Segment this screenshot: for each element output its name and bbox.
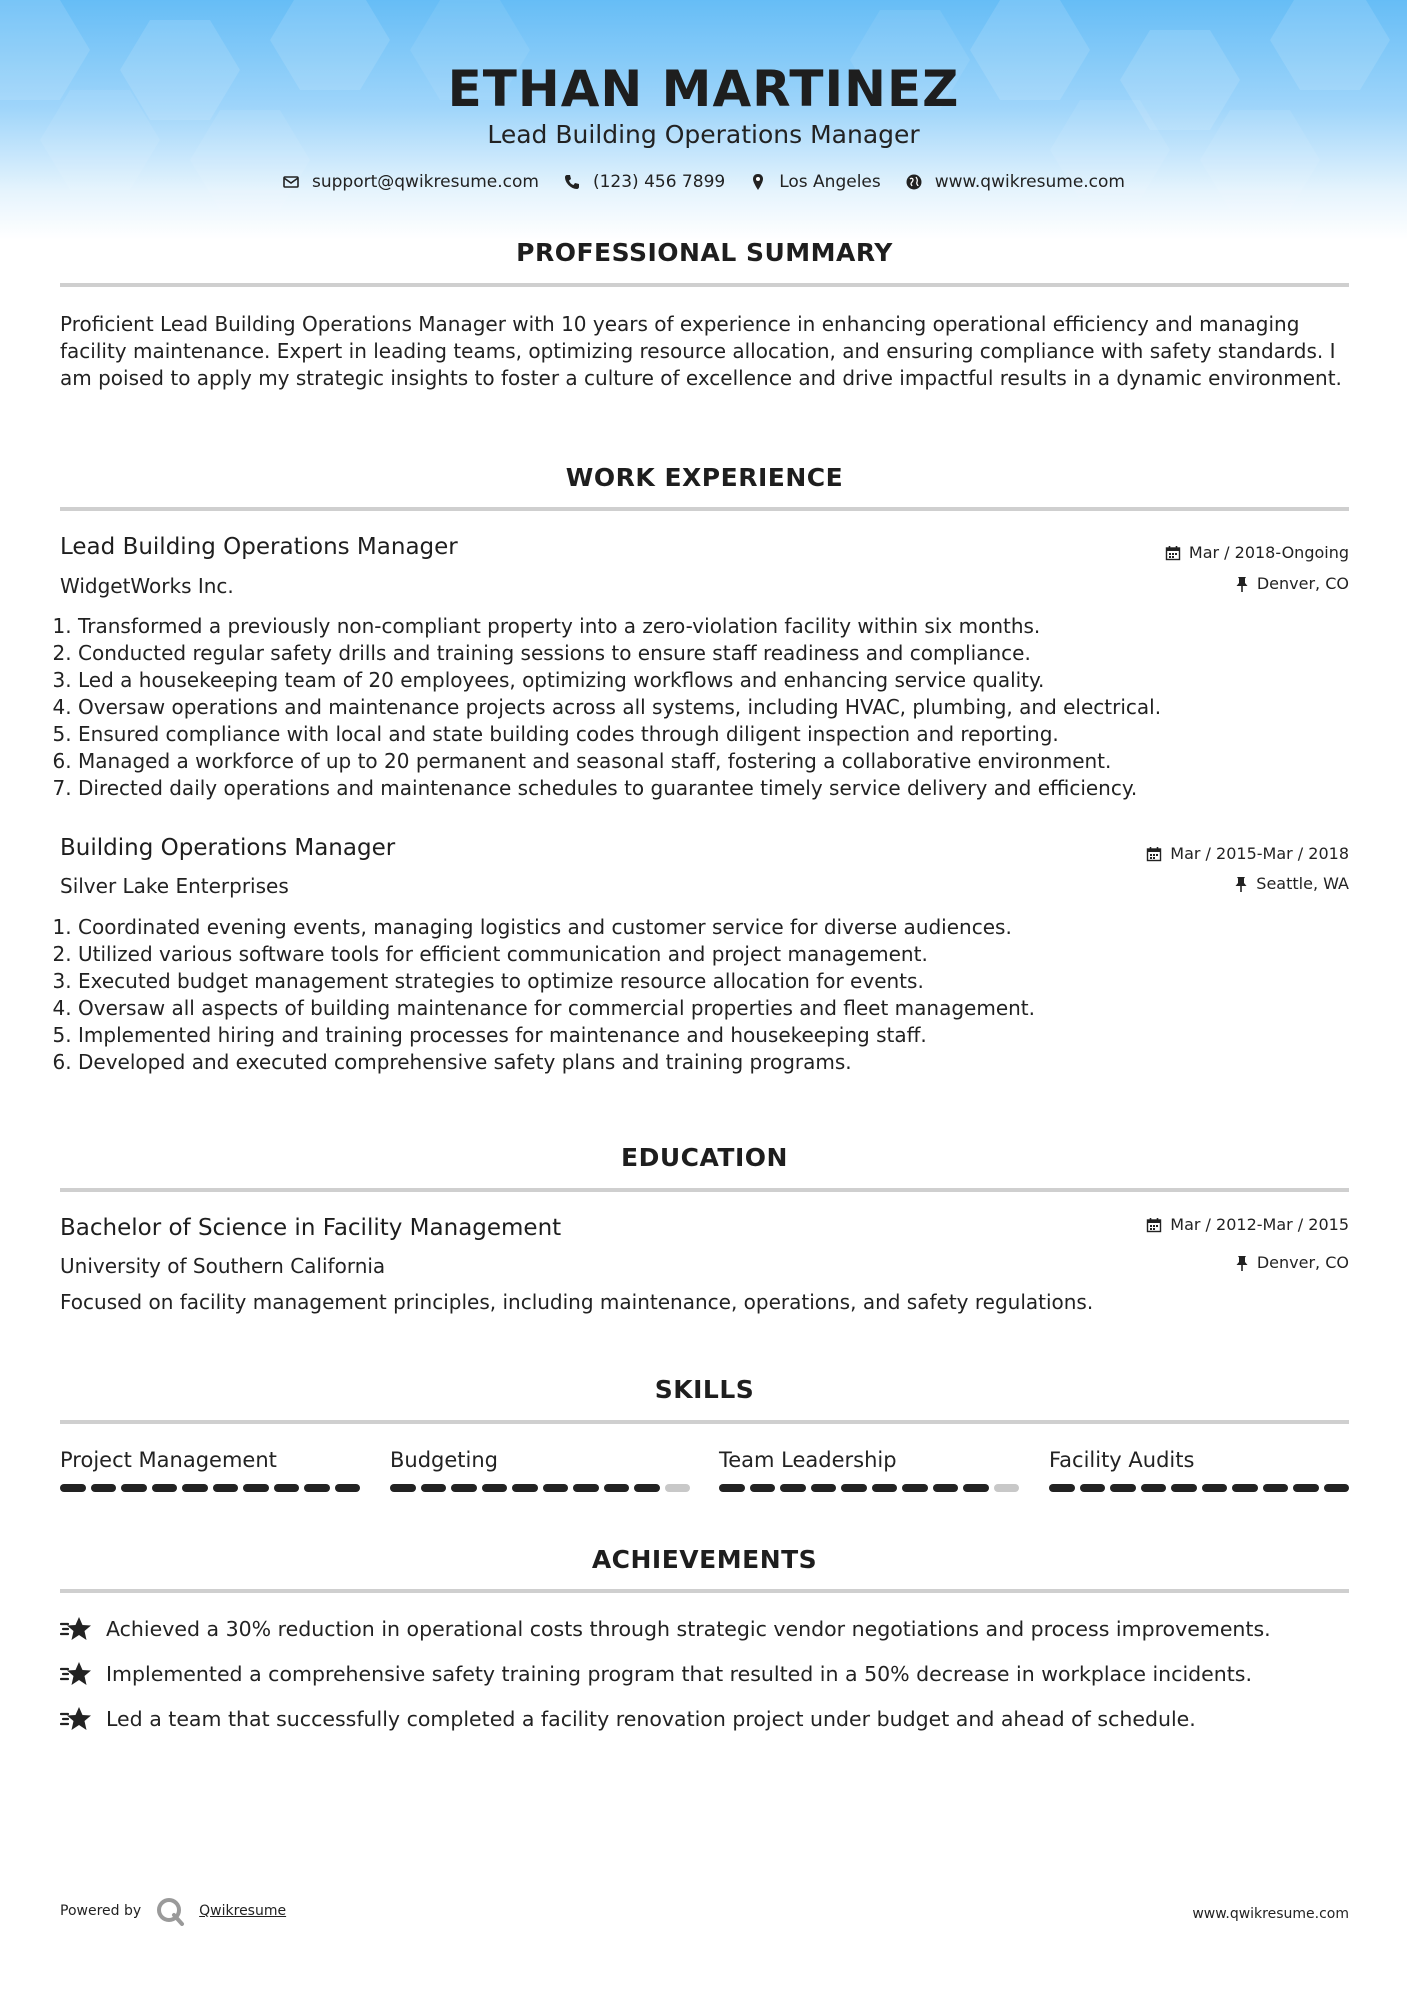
skill-rating — [719, 1484, 1019, 1492]
list-item: 6. Developed and executed comprehensive safety plans and training programs. — [78, 1049, 1367, 1076]
calendar-icon — [1165, 545, 1181, 561]
qwikresume-logo-icon — [155, 1896, 185, 1926]
rating-dot-empty — [994, 1484, 1020, 1492]
calendar-icon — [1146, 1217, 1162, 1233]
rating-dot-filled — [390, 1484, 416, 1492]
footer-powered-by — [60, 1896, 286, 1926]
rating-dot-filled — [719, 1484, 745, 1492]
rating-dot-filled — [1110, 1484, 1136, 1492]
list-item: 4. Oversaw operations and maintenance projects across all systems, including HVAC, plumbing, and electrical. — [78, 694, 1367, 721]
list-item: 2. Utilized various software tools for efficient communication and project management. — [78, 941, 1367, 968]
job-company: WidgetWorks Inc. — [60, 574, 234, 598]
job-bullets — [60, 613, 1367, 802]
skill-name: Project Management — [60, 1448, 277, 1472]
achievement-item — [60, 1615, 1349, 1643]
skill-rating — [60, 1484, 360, 1492]
achievements-divider — [60, 1589, 1349, 1593]
contact-location — [749, 172, 881, 192]
education-school: University of Southern California — [60, 1254, 386, 1278]
skill-item — [1049, 1448, 1349, 1492]
education-degree: Bachelor of Science in Facility Management — [60, 1215, 562, 1241]
job-company: Silver Lake Enterprises — [60, 874, 289, 898]
skill-rating — [390, 1484, 690, 1492]
job-location-text: Seattle, WA — [1256, 874, 1349, 893]
rating-dot-filled — [512, 1484, 538, 1492]
education-dates — [1146, 1215, 1349, 1234]
achievement-text: Led a team that successfully completed a facility renovation project under budget and ahead of schedule. — [106, 1707, 1196, 1731]
skill-name: Team Leadership — [719, 1448, 897, 1472]
envelope-icon — [282, 173, 300, 191]
job-dates — [1146, 844, 1349, 863]
education-dates-text: Mar / 2012-Mar / 2015 — [1170, 1215, 1349, 1234]
education-location-text: Denver, CO — [1256, 1253, 1349, 1272]
rating-dot-filled — [750, 1484, 776, 1492]
rating-dot-filled — [182, 1484, 208, 1492]
rating-dot-empty — [665, 1484, 691, 1492]
rating-dot-filled — [872, 1484, 898, 1492]
summary-text: Proficient Lead Building Operations Manager with 10 years of experience in enhancing operational efficiency and managing facility maintenance. Expert in leading teams, optimizing resource allocation, and ensuring compliance with safety standards. I am poised to apply my strategic insights to foster a culture of excellence and drive impactful results in a dynamic environment. — [60, 312, 1342, 390]
star-icon — [60, 1705, 92, 1733]
powered-by-text: Powered by — [60, 1903, 142, 1919]
achievement-item — [60, 1705, 1349, 1733]
rating-dot-filled — [213, 1484, 239, 1492]
calendar-icon — [1146, 846, 1162, 862]
pushpin-icon — [1235, 576, 1249, 592]
list-item: 2. Conducted regular safety drills and training sessions to ensure staff readiness and compliance. — [78, 640, 1367, 667]
job-dates-text: Mar / 2018-Ongoing — [1188, 543, 1349, 562]
star-icon — [60, 1660, 92, 1688]
location-text: Los Angeles — [779, 172, 881, 192]
rating-dot-filled — [573, 1484, 599, 1492]
rating-dot-filled — [1263, 1484, 1289, 1492]
contact-phone[interactable] — [563, 172, 725, 192]
job-bullets — [60, 914, 1367, 1076]
rating-dot-filled — [780, 1484, 806, 1492]
rating-dot-filled — [811, 1484, 837, 1492]
rating-dot-filled — [1049, 1484, 1075, 1492]
experience-divider — [60, 507, 1349, 511]
achievements-heading: ACHIEVEMENTS — [591, 1545, 818, 1574]
rating-dot-filled — [304, 1484, 330, 1492]
star-icon — [60, 1615, 92, 1643]
list-item: 1. Transformed a previously non-compliant property into a zero-violation facility within six months. — [78, 613, 1367, 640]
rating-dot-filled — [963, 1484, 989, 1492]
list-item: 7. Directed daily operations and maintenance schedules to guarantee timely service delivery and efficiency. — [78, 775, 1367, 802]
candidate-name: ETHAN MARTINEZ — [447, 60, 960, 118]
qwikresume-link[interactable]: Qwikresume — [199, 1903, 287, 1919]
rating-dot-filled — [634, 1484, 660, 1492]
rating-dot-filled — [1141, 1484, 1167, 1492]
education-divider — [60, 1188, 1349, 1192]
summary-heading: PROFESSIONAL SUMMARY — [516, 238, 893, 267]
map-marker-icon — [749, 173, 767, 191]
list-item: 6. Managed a workforce of up to 20 permanent and seasonal staff, fostering a collaborative environment. — [78, 748, 1367, 775]
list-item: 5. Implemented hiring and training processes for maintenance and housekeeping staff. — [78, 1022, 1367, 1049]
phone-icon — [563, 173, 581, 191]
rating-dot-filled — [543, 1484, 569, 1492]
rating-dot-filled — [1293, 1484, 1319, 1492]
education-description: Focused on facility management principles, including maintenance, operations, and safety regulations. — [60, 1290, 1094, 1314]
job-role: Building Operations Manager — [60, 835, 396, 861]
list-item: 1. Coordinated evening events, managing logistics and customer service for diverse audiences. — [78, 914, 1367, 941]
skill-item — [719, 1448, 1019, 1492]
globe-icon — [905, 173, 923, 191]
achievement-item — [60, 1660, 1349, 1688]
rating-dot-filled — [91, 1484, 117, 1492]
skills-heading: SKILLS — [654, 1375, 755, 1404]
rating-dot-filled — [243, 1484, 269, 1492]
footer-website[interactable]: www.qwikresume.com — [1192, 1906, 1349, 1922]
job-role: Lead Building Operations Manager — [60, 534, 458, 560]
candidate-title: Lead Building Operations Manager — [487, 120, 920, 149]
achievement-text: Achieved a 30% reduction in operational costs through strategic vendor negotiations and process improvements. — [106, 1617, 1271, 1641]
achievement-text: Implemented a comprehensive safety training program that resulted in a 50% decrease in workplace incidents. — [106, 1662, 1252, 1686]
pushpin-icon — [1234, 876, 1248, 892]
contact-email[interactable] — [282, 172, 539, 192]
education-heading: EDUCATION — [621, 1143, 788, 1172]
rating-dot-filled — [274, 1484, 300, 1492]
skill-item — [60, 1448, 360, 1492]
job-dates-text: Mar / 2015-Mar / 2018 — [1170, 844, 1349, 863]
job-dates — [1165, 543, 1349, 562]
email-text: support@qwikresume.com — [312, 172, 539, 192]
education-location — [1235, 1253, 1349, 1272]
rating-dot-filled — [1171, 1484, 1197, 1492]
rating-dot-filled — [482, 1484, 508, 1492]
rating-dot-filled — [60, 1484, 86, 1492]
list-item: 4. Oversaw all aspects of building maintenance for commercial properties and fleet management. — [78, 995, 1367, 1022]
skill-name: Budgeting — [390, 1448, 499, 1472]
experience-heading: WORK EXPERIENCE — [565, 463, 844, 492]
job-location-text: Denver, CO — [1256, 574, 1349, 593]
list-item: 5. Ensured compliance with local and state building codes through diligent inspection and reporting. — [78, 721, 1367, 748]
website-text: www.qwikresume.com — [934, 172, 1125, 192]
skill-name: Facility Audits — [1049, 1448, 1195, 1472]
rating-dot-filled — [604, 1484, 630, 1492]
rating-dot-filled — [152, 1484, 178, 1492]
rating-dot-filled — [1202, 1484, 1228, 1492]
contact-bar — [0, 172, 1407, 192]
rating-dot-filled — [451, 1484, 477, 1492]
rating-dot-filled — [335, 1484, 361, 1492]
rating-dot-filled — [1080, 1484, 1106, 1492]
skills-divider — [60, 1420, 1349, 1424]
phone-text: (123) 456 7899 — [592, 172, 726, 192]
rating-dot-filled — [841, 1484, 867, 1492]
rating-dot-filled — [421, 1484, 447, 1492]
contact-website[interactable] — [905, 172, 1125, 192]
list-item: 3. Executed budget management strategies to optimize resource allocation for events. — [78, 968, 1367, 995]
rating-dot-filled — [1232, 1484, 1258, 1492]
rating-dot-filled — [902, 1484, 928, 1492]
job-location — [1234, 874, 1349, 893]
skill-rating — [1049, 1484, 1349, 1492]
rating-dot-filled — [1324, 1484, 1350, 1492]
summary-divider — [60, 283, 1349, 287]
rating-dot-filled — [933, 1484, 959, 1492]
skill-item — [390, 1448, 690, 1492]
list-item: 3. Led a housekeeping team of 20 employees, optimizing workflows and enhancing service quality. — [78, 667, 1367, 694]
pushpin-icon — [1235, 1255, 1249, 1271]
rating-dot-filled — [121, 1484, 147, 1492]
job-location — [1235, 574, 1349, 593]
